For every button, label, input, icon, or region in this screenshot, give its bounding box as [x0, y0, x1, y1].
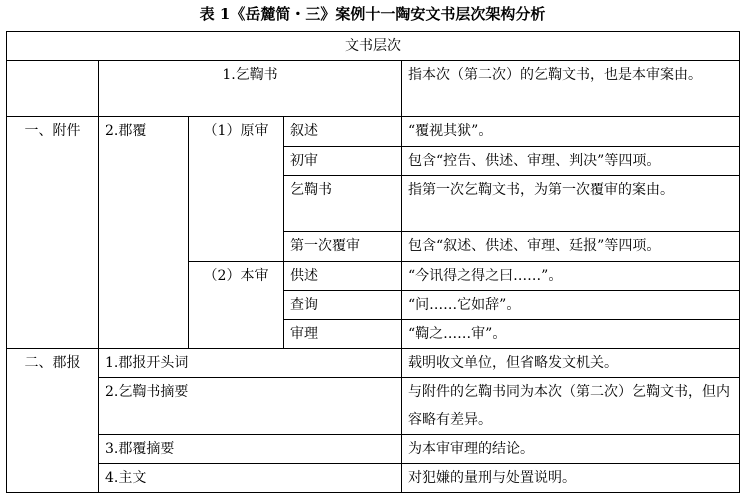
row-desc-qijushu: 指本次（第二次）的乞鞫文书，也是本审案由。	[402, 61, 740, 117]
row-label: 审理	[284, 320, 402, 349]
row-label: 供述	[284, 262, 402, 291]
row-label-qijushu: 1.乞鞫书	[99, 61, 402, 117]
section-benshen-label: （2）本审	[189, 262, 284, 349]
document-structure-table	[6, 31, 740, 493]
row-label: 1.郡报开头词	[99, 349, 402, 378]
section-fujian-label: 一、附件	[7, 117, 99, 349]
empty-cell	[7, 61, 99, 117]
row-desc: 指第一次乞鞫文书，为第一次覆审的案由。	[402, 176, 740, 232]
row-label: 第一次覆审	[284, 232, 402, 262]
row-desc: 载明收文单位，但省略发文机关。	[402, 349, 740, 378]
table-header: 文书层次	[7, 32, 740, 61]
row-label: 查询	[284, 291, 402, 320]
row-desc: 为本审审理的结论。	[402, 435, 740, 464]
section-junbao-label: 二、郡报	[7, 349, 99, 493]
row-desc: “今讯得之得之曰……”。	[402, 262, 740, 291]
row-desc: 对犯嫌的量刑与处置说明。	[402, 464, 740, 493]
section-junfu-label: 2.郡覆	[99, 117, 189, 349]
row-label: 3.郡覆摘要	[99, 435, 402, 464]
table-title: 表 1《岳麓简・三》案例十一陶安文书层次架构分析	[199, 5, 546, 23]
row-desc: 包含“叙述、供述、审理、廷报”等四项。	[402, 232, 740, 262]
row-desc: “问……它如辞”。	[402, 291, 740, 320]
row-label: 2.乞鞫书摘要	[99, 378, 402, 435]
row-desc: 包含“控告、供述、审理、判决”等四项。	[402, 147, 740, 176]
row-desc: “覆视其狱”。	[402, 117, 740, 147]
row-label: 4.主文	[99, 464, 402, 493]
row-label: 乞鞫书	[284, 176, 402, 232]
row-label: 叙述	[284, 117, 402, 147]
row-label: 初审	[284, 147, 402, 176]
row-desc: “鞫之……审”。	[402, 320, 740, 349]
section-yuanshen-label: （1）原审	[189, 117, 284, 262]
row-desc: 与附件的乞鞫书同为本次（第二次）乞鞫文书，但内容略有差异。	[402, 378, 740, 435]
